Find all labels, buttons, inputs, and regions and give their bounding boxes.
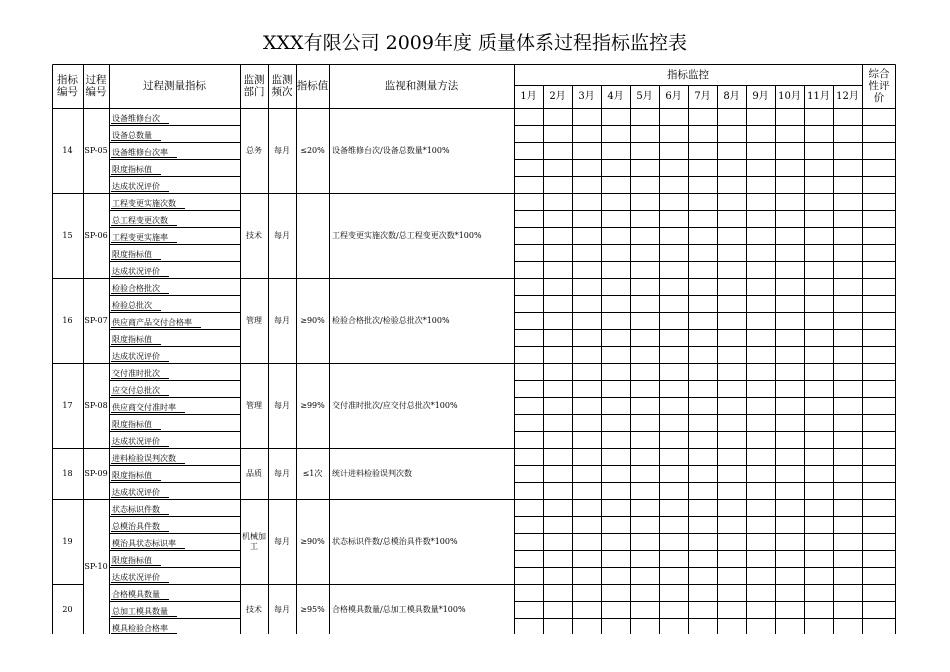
monitor-dept: 总务 (246, 145, 262, 155)
process-no: SP-09 (84, 468, 108, 478)
measure-item: 达成状况评价 (112, 437, 160, 446)
header-month: 7月 (694, 90, 711, 102)
target-value: ≥99% (300, 400, 325, 410)
monitor-freq: 每月 (274, 604, 290, 614)
monitor-freq: 每月 (274, 536, 290, 546)
measure-item: 达成状况评价 (112, 488, 160, 497)
target-value (296, 193, 329, 278)
monitor-dept: 技术 (246, 230, 262, 240)
header-target: 指标值 (296, 80, 329, 92)
indicator-no: 16 (62, 315, 73, 325)
measure-item: 限度指标值 (112, 250, 152, 259)
header-month: 2月 (549, 90, 566, 102)
measure-item: 设备总数量 (112, 131, 152, 140)
monitor-freq: 每月 (274, 315, 290, 325)
monitor-dept: 机械加工 (242, 531, 266, 551)
monitor-freq: 每月 (274, 230, 290, 240)
measure-item: 工程变更实施率 (112, 233, 168, 242)
measure-item: 模治具状态标识率 (112, 539, 176, 548)
header-month: 8月 (723, 90, 740, 102)
header-freq: 监测频次 (271, 74, 293, 98)
measure-item: 达成状况评价 (112, 267, 160, 276)
monitor-dept: 技术 (246, 604, 262, 614)
header-measure: 过程测量指标 (143, 80, 206, 92)
measure-item: 工程变更实施次数 (112, 199, 176, 208)
header-month: 3月 (578, 90, 595, 102)
measure-item: 供应商交付准时率 (112, 403, 176, 412)
header-month: 4月 (607, 90, 624, 102)
header-month: 10月 (778, 90, 801, 102)
indicator-no: 14 (62, 145, 73, 155)
measure-item: 限度指标值 (112, 556, 152, 565)
header-month: 5月 (636, 90, 653, 102)
measure-item: 模具检验合格率 (112, 624, 168, 633)
measure-item: 限度指标值 (112, 335, 152, 344)
target-value: ≥90% (300, 536, 325, 546)
measure-item: 达成状况评价 (112, 573, 160, 582)
measure-item: 合格模具数量 (112, 590, 160, 599)
header-process-no: 过程编号 (85, 74, 107, 98)
measure-item: 状态标识件数 (112, 505, 160, 514)
monitor-freq: 每月 (274, 400, 290, 410)
target-value: ≤20% (300, 145, 325, 155)
measure-item: 限度指标值 (112, 165, 152, 174)
measure-item: 设备维修台次 (112, 114, 160, 123)
header-month: 12月 (836, 90, 859, 102)
measure-method: 设备维修台次/设备总数量*100% (332, 145, 450, 155)
measure-item: 达成状况评价 (112, 182, 160, 191)
header-indicator-no: 指标编号 (57, 74, 78, 98)
header-month: 9月 (752, 90, 769, 102)
indicator-no: 17 (62, 400, 73, 410)
target-value: ≤1次 (302, 468, 323, 478)
measure-method: 检验合格批次/检验总批次*100% (332, 315, 450, 325)
header-eval: 综合性评价 (868, 68, 890, 104)
monitor-table (52, 64, 896, 634)
header-month: 11月 (807, 90, 830, 102)
header-dept: 监测部门 (243, 74, 265, 98)
measure-item: 达成状况评价 (112, 352, 160, 361)
measure-item: 交付准时批次 (112, 369, 160, 378)
target-value: ≥90% (300, 315, 325, 325)
measure-item: 总模治具件数 (112, 522, 160, 531)
measure-method: 交付准时批次/应交付总批次*100% (332, 400, 458, 410)
process-no: SP-05 (84, 145, 108, 155)
header-monitor: 指标监控 (667, 68, 709, 81)
monitor-freq: 每月 (274, 468, 290, 478)
indicator-no: 19 (62, 536, 73, 546)
measure-item: 限度指标值 (112, 471, 152, 480)
measure-item: 总加工模具数量 (112, 607, 168, 616)
process-no: SP-06 (84, 230, 108, 240)
page-title: XXX有限公司 2009年度 质量体系过程指标监控表 (262, 32, 687, 54)
measure-item: 进料检验误判次数 (112, 454, 176, 463)
measure-item: 检验总批次 (112, 301, 152, 310)
process-no: SP-08 (84, 400, 108, 410)
measure-method: 工程变更实施次数/总工程变更次数*100% (332, 230, 482, 240)
monitor-dept: 管理 (246, 315, 262, 325)
process-no: SP-10 (84, 562, 108, 571)
header-method: 监视和测量方法 (384, 80, 459, 92)
measure-item: 设备维修台次率 (112, 148, 168, 157)
indicator-no: 20 (62, 604, 73, 614)
process-no: SP-07 (84, 315, 108, 325)
measure-item: 检验合格批次 (112, 284, 160, 293)
measure-item: 总工程变更次数 (112, 216, 168, 225)
measure-item: 供应商产品交付合格率 (112, 318, 192, 327)
measure-method: 统计进料检验误判次数 (332, 468, 412, 478)
indicator-no: 18 (62, 468, 73, 478)
measure-item: 应交付总批次 (112, 386, 160, 395)
header-month: 1月 (520, 90, 537, 102)
header-month: 6月 (665, 90, 682, 102)
indicator-no: 15 (62, 230, 73, 240)
monitor-dept: 品质 (246, 468, 262, 478)
monitor-dept: 管理 (246, 400, 262, 410)
target-value: ≥95% (300, 604, 325, 614)
monitor-freq: 每月 (274, 145, 290, 155)
measure-method: 状态标识件数/总模治具件数*100% (332, 536, 458, 546)
measure-method: 合格模具数量/总加工模具数量*100% (332, 604, 466, 614)
measure-item: 限度指标值 (112, 420, 152, 429)
